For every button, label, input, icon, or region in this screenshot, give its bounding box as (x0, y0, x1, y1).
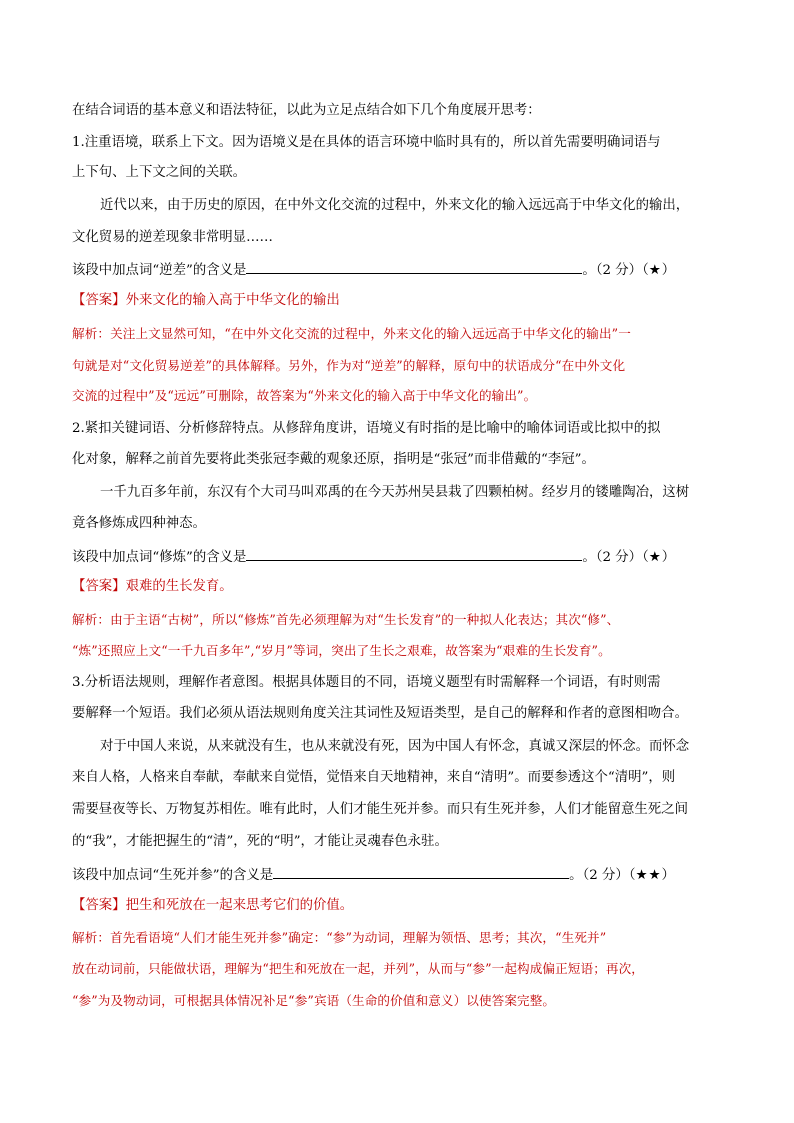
s2-answer-tag: 【答案】 (72, 579, 126, 594)
s1-question (72, 259, 675, 281)
s2-answer-blank[interactable] (246, 546, 582, 561)
s3-answer (72, 896, 353, 916)
s3-difficulty-stars: ★★ (635, 868, 662, 883)
s3-passage-line-2: 来自人格，人格来自奉献，奉献来自觉悟，觉悟来自天地精神，来自“清明”。而要参透这个“清明”，则 (72, 770, 676, 785)
s3-question-prefix: 该段中加点词“生死并参”的含义是 (72, 868, 274, 883)
s1-passage-line-2: 文化贸易的逆差现象非常明显…… (72, 230, 273, 245)
s1-heading-line-2: 上下句、上下文之间的关联。 (72, 165, 247, 180)
s3-question (72, 864, 675, 886)
s3-passage-line-1: 对于中国人来说，从来就没有生，也从来就没有死，因为中国人有怀念，真诚又深层的怀念。而怀念 (100, 739, 690, 754)
s1-close: ） (661, 263, 676, 278)
s3-heading-line-2: 要解释一个短语。我们必须从语法规则角度关注其词性及短语类型，是自己的解释和作者的意图相吻合。 (72, 706, 688, 721)
s3-close: ） (661, 868, 675, 883)
s3-analysis-line-3: “参”为及物动词，可根据具体情况补足“参”宾语（生命的价值和意义）以使答案完整。 (72, 993, 556, 1008)
s2-analysis-line-1: 解析：由于主语“古树”，所以“修炼”首先必须理解为对“生长发育”的一种拟人化表达；其次“修”、 (72, 612, 620, 627)
s1-difficulty-stars: ★ (648, 263, 662, 278)
s1-analysis-line-1: 解析：关注上文显然可知，“在中外文化交流的过程中，外来文化的输入远远高于中华文化的输出”一 (72, 326, 631, 341)
s1-analysis-line-3: 交流的过程中”及“远远”可删除，故答案为“外来文化的输入高于中华文化的输出”。 (72, 388, 537, 403)
s2-question-prefix: 该段中加点词“修炼”的含义是 (72, 550, 247, 565)
s3-answer-blank[interactable] (273, 864, 569, 879)
s3-answer-tag: 【答案】 (72, 898, 126, 913)
s1-passage-line-1: 近代以来，由于历史的原因，在中外文化交流的过程中，外来文化的输入远远高于中华文化的输出， (100, 198, 690, 213)
s1-answer-blank[interactable] (246, 259, 582, 274)
s1-heading-line-1: 1.注重语境，联系上下文。因为语境义是在具体的语言环境中临时具有的，所以首先需要明确词语与 (72, 135, 661, 150)
intro-line: 在结合词语的基本意义和语法特征，以此为立足点结合如下几个角度展开思考： (72, 103, 541, 118)
s1-answer-tag: 【答案】 (72, 293, 126, 308)
s2-close: ） (661, 550, 676, 565)
s2-heading-line-2: 化对象，解释之前首先要将此类张冠李戴的观象还原，指明是“张冠”而非借戴的“李冠”。 (72, 452, 595, 467)
s2-answer (72, 577, 233, 597)
s1-analysis-line-2: 句就是对“文化贸易逆差”的具体解释。另外，作为对“逆差”的解释，原句中的状语成分“在中外文化 (72, 358, 626, 373)
s1-answer-text: 外来文化的输入高于中华文化的输出 (125, 293, 340, 308)
s3-analysis-line-1: 解析：首先看语境“人们才能生死并参”确定：“参”为动词，理解为领悟、思考；其次，“生死并” (72, 930, 607, 945)
s3-passage-line-4: 的“我”，才能把握生的“清”，死的“明”，才能让灵魂春色永驻。 (72, 834, 448, 849)
s3-heading-line-1: 3.分析语法规则，理解作者意图。根据具体题目的不同，语境义题型有时需解释一个词语，有时则需 (72, 675, 661, 690)
s2-answer-text: 艰难的生长发育。 (125, 579, 233, 594)
s2-passage-line-2: 竟各修炼成四种神态。 (72, 516, 206, 531)
s3-analysis-line-2: 放在动词前，只能做状语，理解为“把生和死放在一起，并列”，从而与“参”一起构成偏正短语；再次， (72, 961, 644, 976)
s3-answer-text: 把生和死放在一起来思考它们的价值。 (125, 898, 354, 913)
s2-difficulty-stars: ★ (648, 550, 662, 565)
s2-question-suffix: 。（2 分）（ (582, 550, 649, 565)
s2-question (72, 546, 675, 568)
s1-question-prefix: 该段中加点词“逆差”的含义是 (72, 263, 247, 278)
s3-question-suffix: 。（2 分）（ (569, 868, 636, 883)
s2-heading-line-1: 2.紧扣关键词语、分析修辞特点。从修辞角度讲，语境义有时指的是比喻中的喻体词语或比拟中的拟 (72, 421, 661, 436)
s2-analysis-line-2: “炼”还照应上文“一千九百多年”,“岁月”等词，突出了生长之艰难，故答案为“艰难的生长发育”。 (72, 643, 611, 658)
s1-question-suffix: 。（2 分）（ (582, 263, 649, 278)
s2-passage-line-1: 一千九百多年前，东汉有个大司马叫邓禹的在今天苏州吴县栽了四颗柏树。经岁月的镂雕陶冶，这树 (100, 485, 690, 500)
s1-answer (72, 291, 340, 311)
s3-passage-line-3: 需要昼夜等长、万物复苏相佐。唯有此时，人们才能生死并参。而只有生死并参，人们才能留意生死之间 (72, 802, 688, 817)
